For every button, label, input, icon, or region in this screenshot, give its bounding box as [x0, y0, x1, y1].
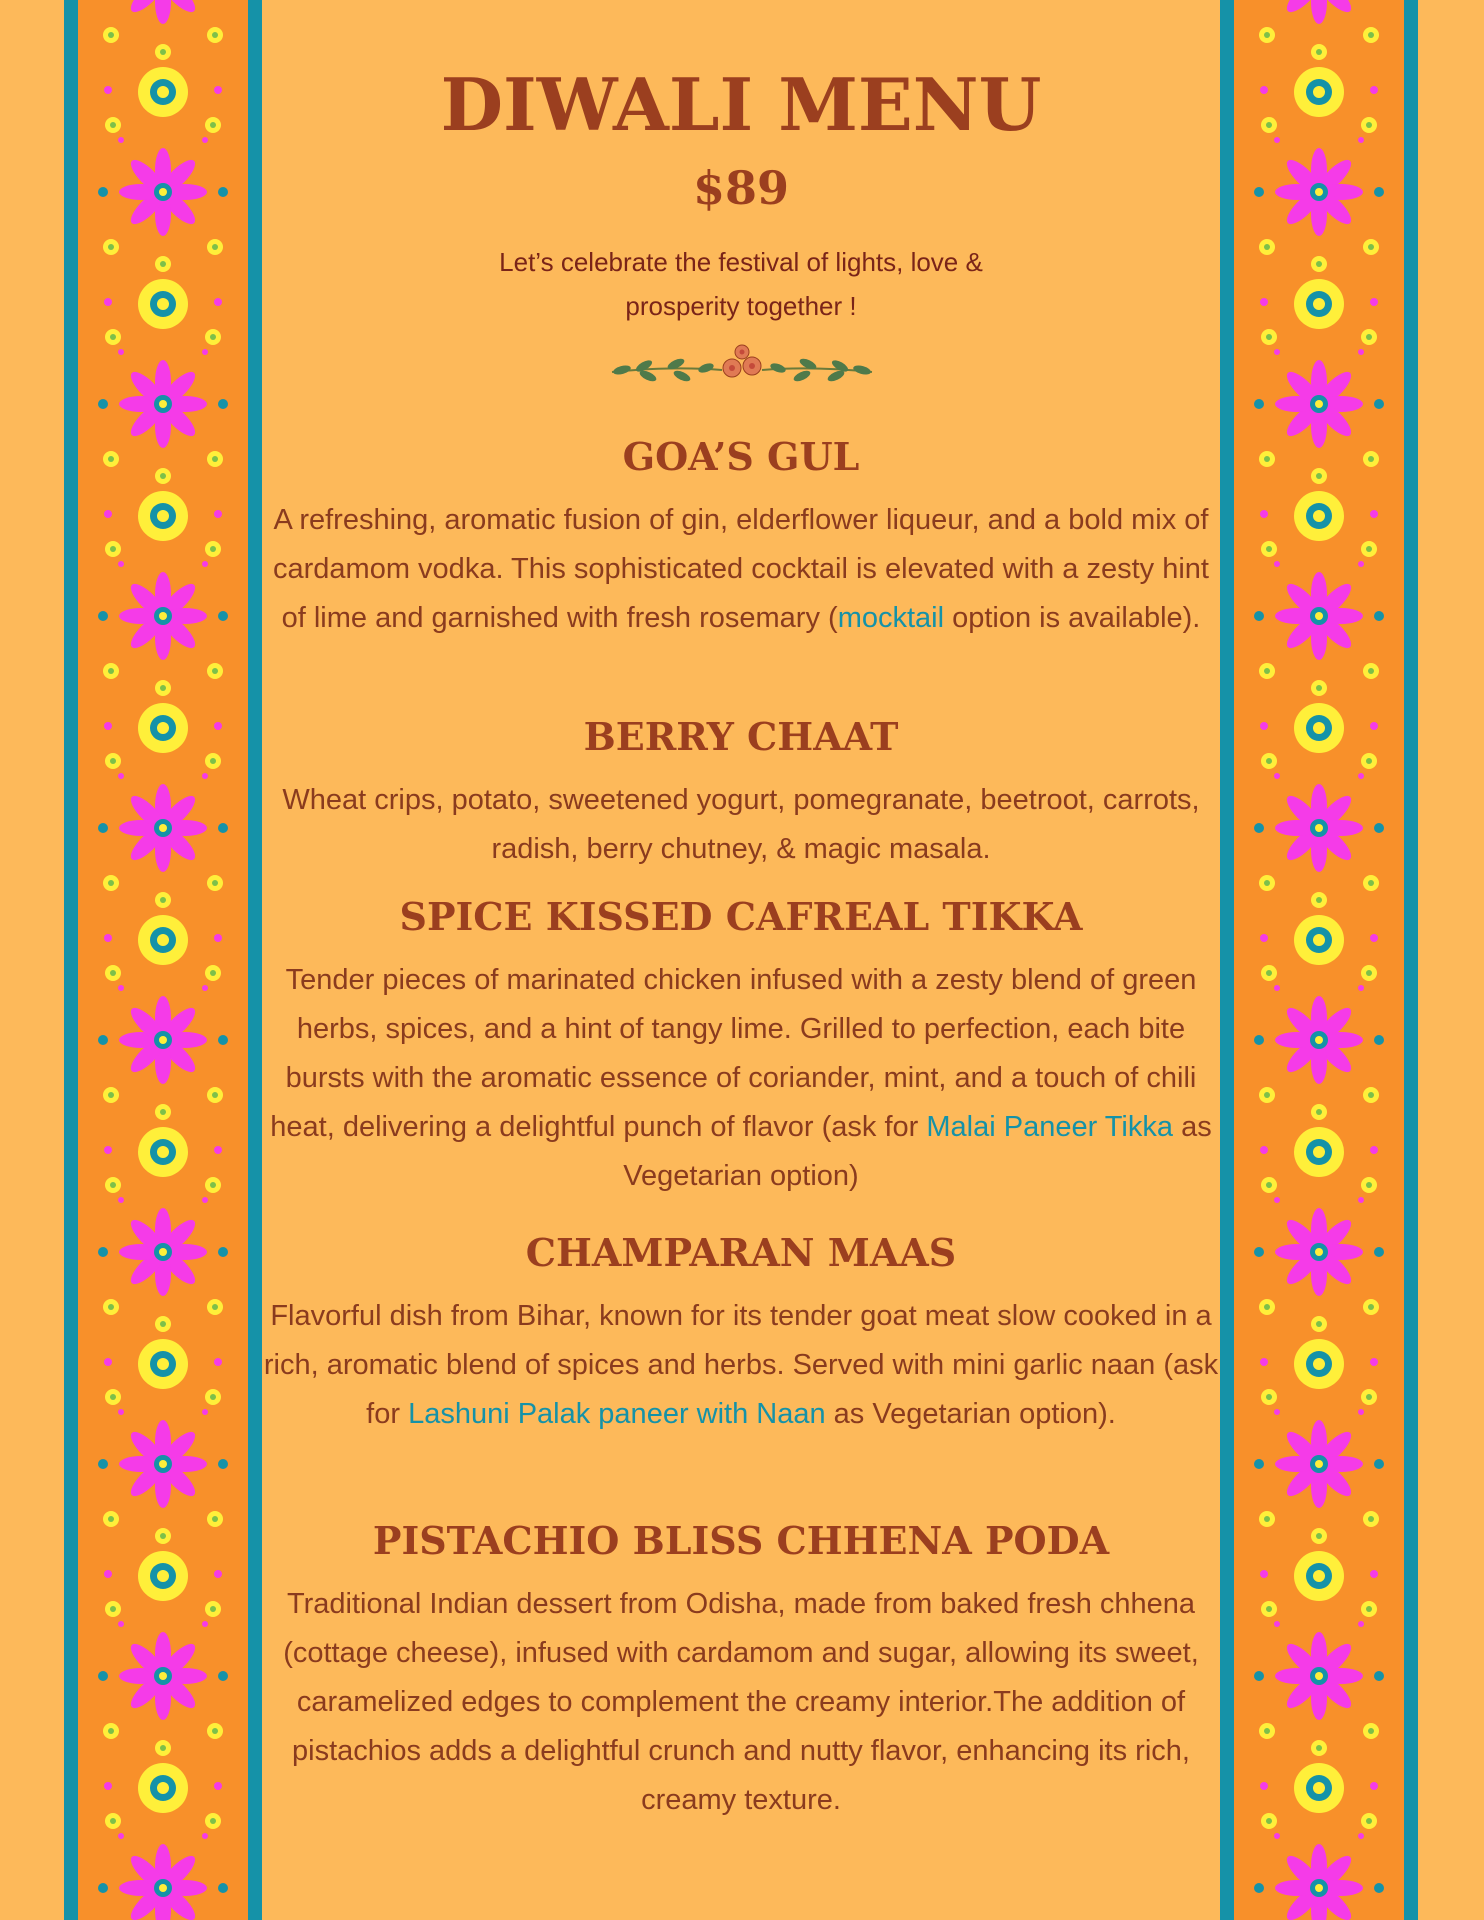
dish-highlight: Lashuni Palak paneer with Naan	[408, 1398, 826, 1430]
menu-title: DIWALI MENU	[440, 62, 1042, 147]
dish-desc-text: Wheat crips, potato, sweetened yogurt, pomegranate, beetroot, carrots, radish, berry chutney, & magic masala.	[282, 784, 1200, 865]
dish-desc-goas-gul	[262, 496, 1220, 643]
dish-name-cafreal-tikka: SPICE KISSED CAFREAL TIKKA	[399, 894, 1083, 939]
dish-name-berry-chaat: BERRY CHAAT	[583, 714, 899, 759]
dish-highlight: Malai Paneer Tikka	[926, 1111, 1174, 1143]
dish-desc-text: Flavorful dish from Bihar, known for its tender goat meat slow cooked in a rich, aromatic blend of spices and herbs. Served with mini garlic naan (ask for	[263, 1300, 1219, 1430]
dish-highlight: mocktail	[837, 602, 945, 634]
dish-desc-text: Tender pieces of marinated chicken infused with a zesty blend of green herbs, spices, and a hint of tangy lime. Grilled to perfection, each bite bursts with the aromatic essence of coriander, mint, and a touch of chili heat, delivering a delightful punch of flavor (ask for	[270, 964, 1197, 1143]
leaf-flower-divider-icon	[602, 340, 882, 390]
floral-border-pattern	[78, 0, 248, 1920]
dish-desc-berry-chaat	[262, 776, 1220, 874]
dish-desc-text-after: option is available).	[944, 602, 1201, 634]
dish-name-chhena-poda: PISTACHIO BLISS CHHENA PODA	[372, 1518, 1110, 1563]
floral-border-pattern	[1234, 0, 1404, 1920]
floral-border-left	[64, 0, 262, 1920]
dish-desc-text: Traditional Indian dessert from Odisha, made from baked fresh chhena (cottage cheese), infused with cardamom and sugar, allowing its sweet, caramelized edges to complement the creamy interior.The addition of pistachios adds a delightful crunch and nutty flavor, enhancing its rich, creamy texture.	[283, 1588, 1199, 1816]
tagline-line-2: prosperity together !	[625, 291, 857, 321]
dish-name-champaran-maas: CHAMPARAN MAAS	[525, 1230, 957, 1275]
dish-desc-champaran-maas	[262, 1292, 1220, 1439]
dish-desc-text: A refreshing, aromatic fusion of gin, elderflower liqueur, and a bold mix of cardamom vodka. This sophisticated cocktail is elevated with a zesty hint of lime and garnished with fresh rosemary (	[273, 504, 1209, 634]
dish-name-goas-gul: GOA’S GUL	[622, 434, 860, 479]
dish-desc-text-after: as Vegetarian option).	[825, 1398, 1116, 1430]
menu-content	[262, 0, 1220, 1920]
dish-desc-chhena-poda	[262, 1580, 1220, 1825]
floral-border-right	[1220, 0, 1418, 1920]
dish-desc-text-after: as Vegetarian option)	[623, 1111, 1212, 1192]
menu-price: $89	[692, 161, 790, 215]
dish-desc-cafreal-tikka	[262, 956, 1220, 1201]
menu-tagline	[441, 240, 1041, 328]
tagline-line-1: Let’s celebrate the festival of lights, love &	[499, 247, 983, 277]
